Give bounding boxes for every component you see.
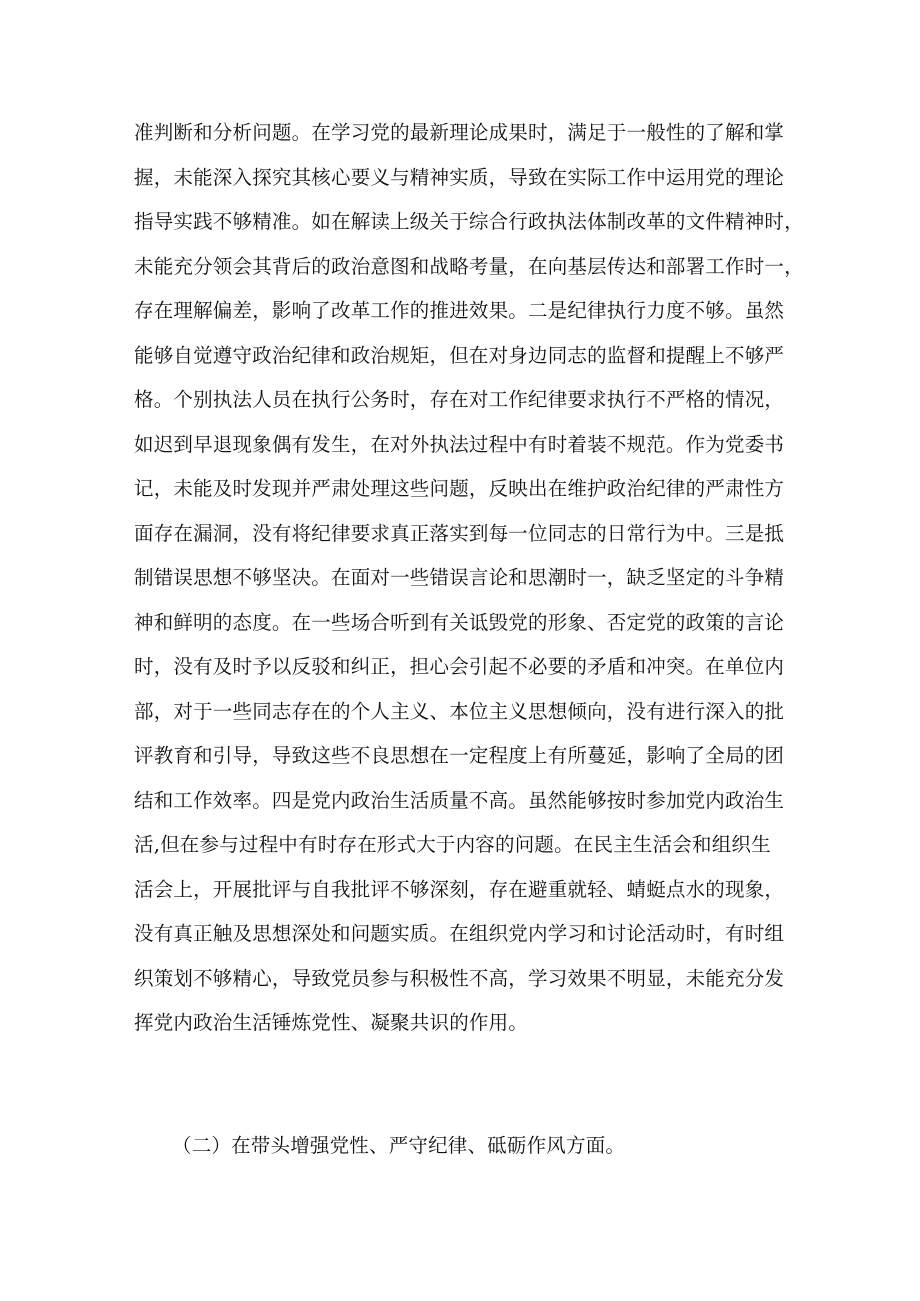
section-heading: （二）在带头增强党性、严守纪律、砥砺作风方面。 (172, 1134, 626, 1157)
paragraph-line: 指导实践不够精准。如在解读上级关于综合行政执法体制改革的文件精神时， (134, 210, 804, 233)
paragraph-line: 结和工作效率。四是党内政治生活质量不高。虽然能够按时参加党内政治生 (134, 788, 785, 812)
paragraph-line: 格。个别执法人员在执行公务时，存在对工作纪律要求执行不严格的情况， (134, 388, 785, 411)
paragraph-line: 织策划不够精心，导致党员参与积极性不高，学习效果不明显，未能充分发 (134, 966, 785, 990)
paragraph-line: 活会上，开展批评与自我批评不够深刻，存在避重就轻、蜻蜓点水的现象， (134, 877, 785, 901)
paragraph-line: 记，未能及时发现并严肃处理这些问题，反映出在维护政治纪律的严肃性方 (134, 477, 785, 500)
paragraph-line: 神和鲜明的态度。在一些场合听到有关诋毁党的形象、否定党的政策的言论 (134, 610, 785, 634)
paragraph-line: 时，没有及时予以反驳和纠正，担心会引起不必要的矛盾和冲突。在单位内 (134, 655, 785, 678)
paragraph-line: 评教育和引导，导致这些不良思想在一定程度上有所蔓延，影响了全局的团 (134, 744, 785, 767)
paragraph-line: 准判断和分析问题。在学习党的最新理论成果时，满足于一般性的了解和掌 (134, 121, 785, 144)
paragraph-line: 挥党内政治生活锤炼党性、凝聚共识的作用。 (134, 1011, 529, 1034)
paragraph-line: 能够自觉遵守政治纪律和政治规矩，但在对身边同志的监督和提醒上不够严 (134, 343, 785, 367)
paragraph-line: 制错误思想不够坚决。在面对一些错误言论和思潮时一，缺乏坚定的斗争精 (134, 566, 785, 589)
paragraph-line: 面存在漏洞，没有将纪律要求真正落实到每一位同志的日常行为中。三是抵 (134, 521, 785, 545)
paragraph-line: 活,但在参与过程中有时存在形式大于内容的问题。在民主生活会和组织生 (134, 833, 771, 856)
paragraph-line: 握，未能深入探究其核心要义与精神实质，导致在实际工作中运用党的理论 (134, 165, 785, 189)
body-paragraph (134, 111, 804, 1046)
paragraph-line: 没有真正触及思想深处和问题实质。在组织党内学习和讨论活动时，有时组 (134, 922, 785, 945)
paragraph-line: 存在理解偏差，影响了改革工作的推进效果。二是纪律执行力度不够。虽然 (134, 299, 785, 322)
paragraph-line: 部，对于一些同志存在的个人主义、本位主义思想倾向，没有进行深入的批 (134, 699, 785, 723)
paragraph-line: 未能充分领会其背后的政治意图和战略考量，在向基层传达和部署工作时一， (134, 254, 804, 278)
paragraph-line: 如迟到早退现象偶有发生，在对外执法过程中有时着装不规范。作为党委书 (134, 432, 785, 456)
